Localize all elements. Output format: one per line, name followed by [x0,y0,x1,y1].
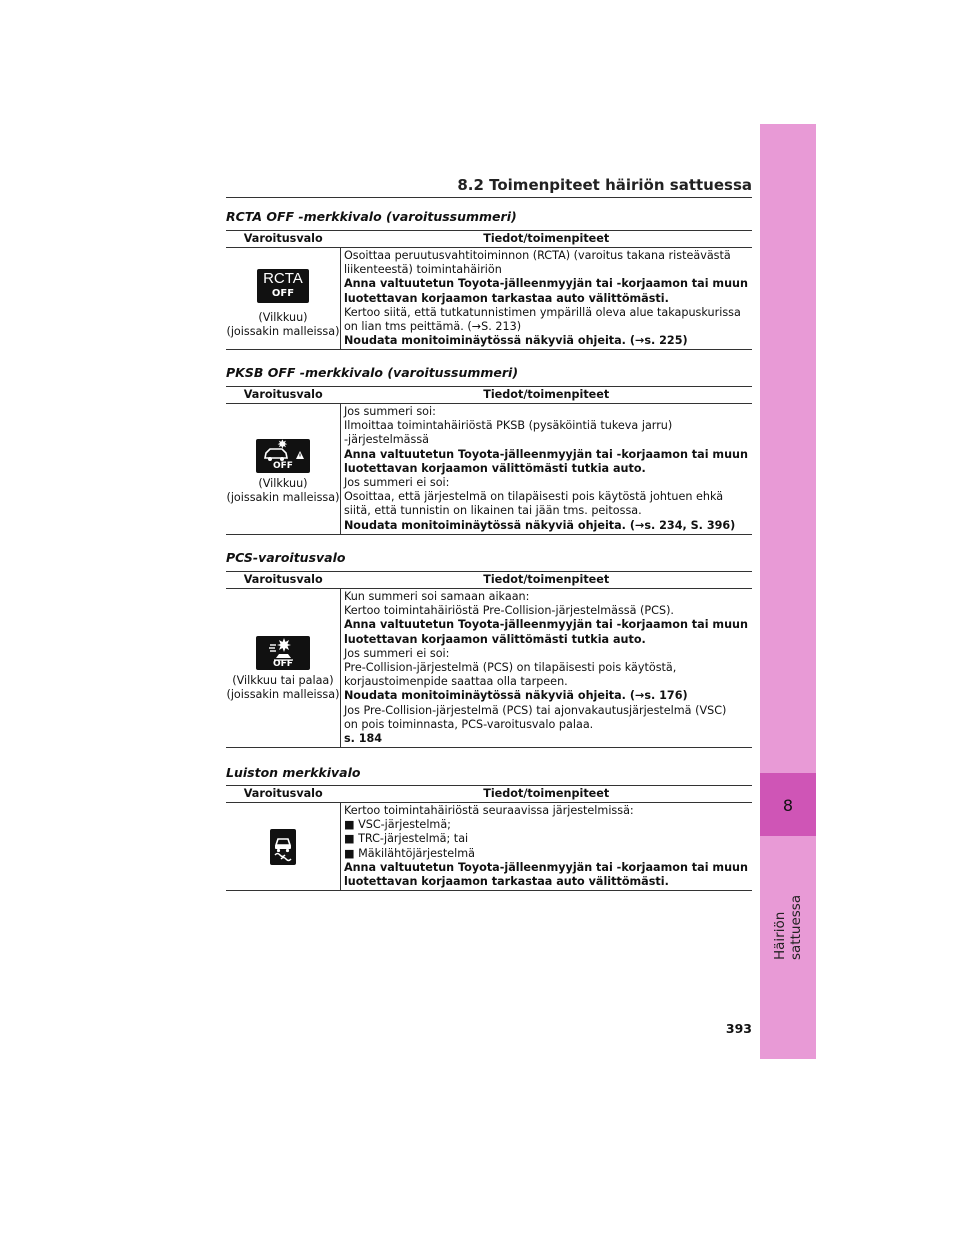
info-bullet: ■ TRC-järjestelmä; tai [343,832,469,846]
info-line: luotettavan korjaamon tarkastaa auto välittömästi. [343,875,669,889]
icon-caption: (Vilkkuu tai palaa) [232,674,334,688]
info-line: Jos Pre-Collision-järjestelmä (PCS) tai ajonvakautusjärjestelmä (VSC) [343,703,727,717]
info-cell [340,803,752,891]
pcs-off-icon: OFF [256,636,310,670]
icon-cell [226,803,340,891]
table-rcta [226,230,752,350]
info-line: Osoittaa, että järjestelmä on tilapäisesti pois käytöstä johtuen ehkä [343,490,724,504]
info-line: Ilmoittaa toimintahäiriöstä PKSB (pysäköintiä tukeva jarru) [343,419,673,433]
page-number: 393 [725,1021,752,1036]
info-cell [340,404,752,535]
info-line: luotettavan korjaamon tarkastaa auto välittömästi. [343,291,669,305]
info-bullet: ■ Mäkilähtöjärjestelmä [343,846,475,860]
table-row [226,248,752,350]
info-line: Noudata monitoiminäytössä näkyviä ohjeita. (→s. 234, S. 396) [343,518,736,532]
column-header-info: Tiedot/toimenpiteet [340,387,752,404]
info-cell [340,248,752,350]
info-line: Kertoo toimintahäiriöstä seuraavissa järjestelmissä: [343,804,634,817]
info-line: liikenteestä) toimintahäiriön [343,263,502,277]
header-rule [226,197,752,198]
icon-cell [226,404,340,535]
info-line: Jos summeri ei soi: [343,476,450,490]
info-line: on lian tms peittämä. (→S. 213) [343,320,522,334]
info-line: s. 184 [343,732,383,746]
info-line: korjaustoimenpide saattaa olla tarpeen. [343,675,568,689]
icon-cell [226,248,340,350]
icon-caption: (joissakin malleissa) [226,324,340,338]
section-title-rcta: RCTA OFF -merkkivalo (varoitussummeri) [226,209,517,224]
info-line: Noudata monitoiminäytössä näkyviä ohjeita. (→s. 176) [343,689,688,703]
table-row [226,404,752,535]
section-title-slip: Luiston merkkivalo [226,765,361,780]
info-line: luotettavan korjaamon välittömästi tutkia auto. [343,632,646,646]
info-line: luotettavan korjaamon välittömästi tutkia auto. [343,461,646,475]
table-row [226,589,752,748]
info-cell [340,589,752,748]
info-bullet: ■ VSC-järjestelmä; [343,818,451,832]
column-header-info: Tiedot/toimenpiteet [340,572,752,589]
table-pksb [226,386,752,535]
icon-caption: (Vilkkuu) [258,476,308,490]
info-line: Anna valtuutetun Toyota-jälleenmyyjän tai -korjaamon tai muun [343,860,748,874]
section-title-pksb: PKSB OFF -merkkivalo (varoitussummeri) [226,365,519,380]
column-header-light: Varoitusvalo [226,572,340,589]
info-line: Kun summeri soi samaan aikaan: [343,590,530,603]
info-line: Kertoo siitä, että tutkatunnistimen ympärillä oleva alue takapuskurissa [343,305,741,319]
column-header-light: Varoitusvalo [226,786,340,803]
chapter-label: Häiriön sattuessa [772,894,804,960]
section-title-pcs: PCS-varoitusvalo [226,550,346,565]
column-header-light: Varoitusvalo [226,231,340,248]
info-line: Osoittaa peruutusvahtitoiminnon (RCTA) (varoitus takana risteävästä [343,249,731,262]
chapter-number: 8 [782,796,794,815]
table-row [226,803,752,891]
info-line: Noudata monitoiminäytössä näkyviä ohjeita. (→s. 225) [343,334,688,348]
icon-caption: (joissakin malleissa) [226,688,340,702]
info-line: siitä, että tunnistin on likainen tai jään tms. peitossa. [343,504,642,518]
info-line: Jos summeri ei soi: [343,646,450,660]
info-line: Kertoo toimintahäiriöstä Pre-Collision-järjestelmässä (PCS). [343,604,674,618]
info-line: Pre-Collision-järjestelmä (PCS) on tilapäisesti pois käytöstä, [343,661,677,675]
icon-caption: (Vilkkuu) [258,310,308,324]
slip-indicator-icon [270,829,296,865]
info-line: Anna valtuutetun Toyota-jälleenmyyjän tai -korjaamon tai muun [343,618,748,632]
table-slip [226,785,752,891]
column-header-info: Tiedot/toimenpiteet [340,786,752,803]
info-line: Anna valtuutetun Toyota-jälleenmyyjän tai -korjaamon tai muun [343,277,748,291]
icon-cell [226,589,340,748]
info-line: on pois toiminnasta, PCS-varoitusvalo palaa. [343,717,594,731]
info-line: Jos summeri soi: [343,405,436,418]
column-header-info: Tiedot/toimenpiteet [340,231,752,248]
table-pcs [226,571,752,748]
rcta-off-icon: RCTA OFF [257,269,309,303]
info-line: -järjestelmässä [343,433,430,447]
pksb-off-icon: OFF [256,439,310,473]
icon-caption: (joissakin malleissa) [226,490,340,504]
page-header-title: 8.2 Toimenpiteet häiriön sattuessa [457,176,752,194]
info-line: Anna valtuutetun Toyota-jälleenmyyjän tai -korjaamon tai muun [343,447,748,461]
column-header-light: Varoitusvalo [226,387,340,404]
